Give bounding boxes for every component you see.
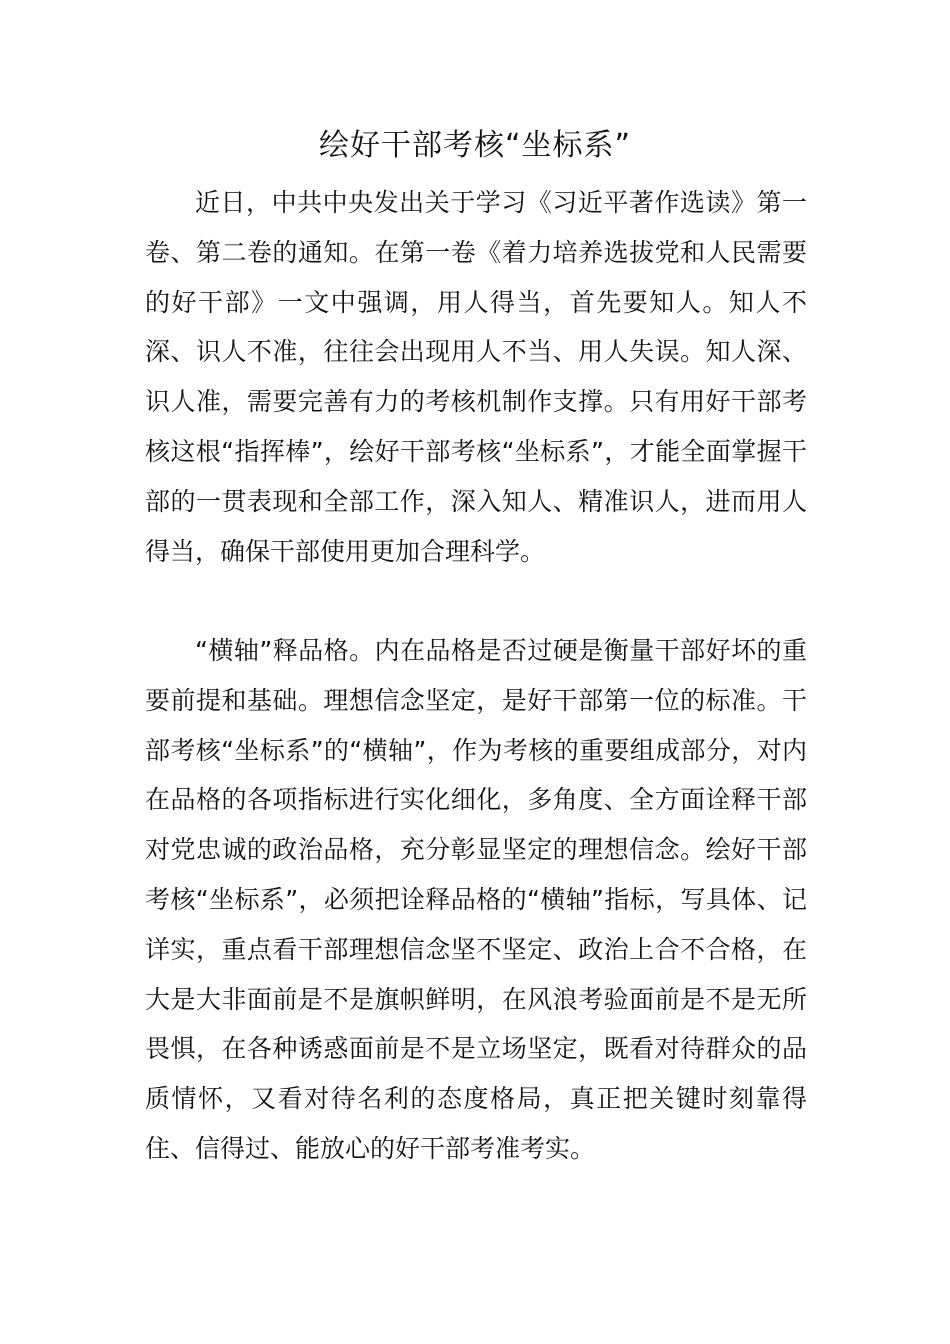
paragraph-horizontal-axis: “横轴”释品格。内在品格是否过硬是衡量干部好坏的重要前提和基础。理想信念坚定，是好干部第一位的标准。干部考核“坐标系”的“横轴”，作为考核的重要组成部分，对内在品格的各项指标进行实化细化，多角度、全方面诠释干部对党忠诚的政治品格，充分彰显坚定的理想信念。绘好干部考核“坐标系”，必须把诠释品格的“横轴”指标，写具体、记详实，重点看干部理想信念坚不坚定、政治上合不合格，在大是大非面前是不是旗帜鲜明，在风浪考验面前是不是无所畏惧，在各种诱惑面前是不是立场坚定，既看对待群众的品质情怀，又看对待名利的态度格局，真正把关键时刻靠得住、信得过、能放心的好干部考准考实。 [145,636,807,1163]
paragraph-intro: 近日，中共中央发出关于学习《习近平著作选读》第一卷、第二卷的通知。在第一卷《着力培养选拔党和人民需要的好干部》一文中强调，用人得当，首先要知人。知人不深、识人不准，往往会出现用人不当、用人失误。知人深、识人准，需要完善有力的考核机制作支撑。只有用好干部考核这根“指挥棒”，绘好干部考核“坐标系”，才能全面掌握干部的一贯表现和全部工作，深入知人、精准识人，进而用人得当，确保干部使用更加合理科学。 [145,188,807,566]
document-title: 绘好干部考核“坐标系” [318,128,632,163]
